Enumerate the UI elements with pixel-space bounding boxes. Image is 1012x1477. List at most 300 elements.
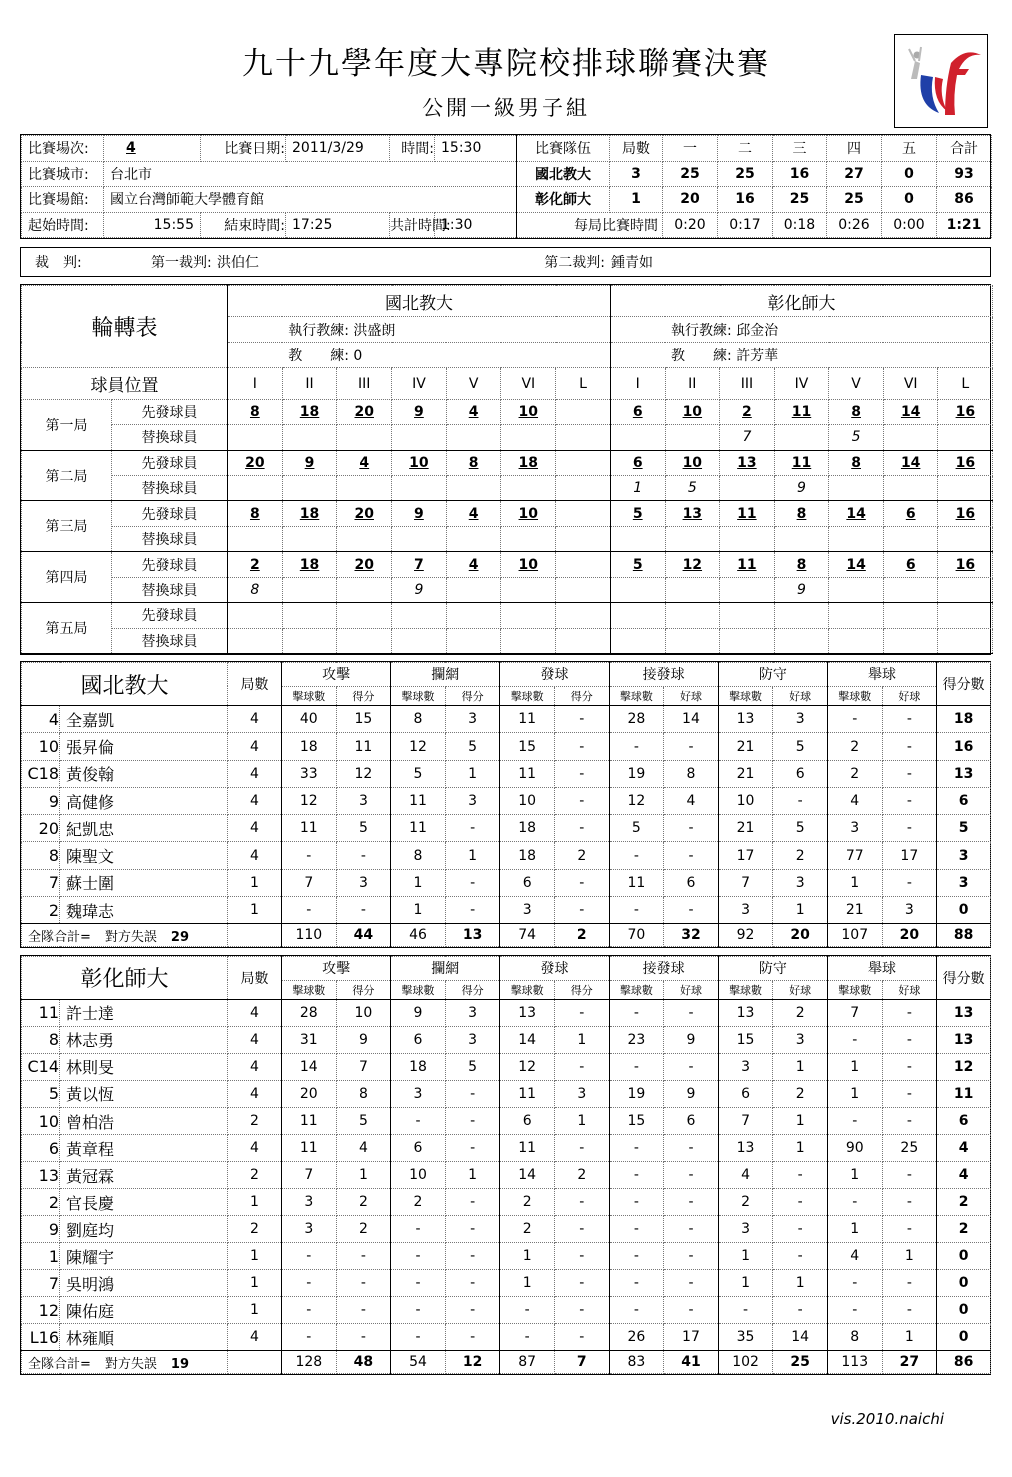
- stats-sub-header: 擊球數: [609, 686, 664, 705]
- rotation-player-number: 14: [829, 552, 884, 577]
- position-header: I: [610, 368, 665, 400]
- rotation-player-number: 8: [228, 577, 283, 602]
- stat-cell: 12: [500, 1053, 555, 1080]
- stat-cell: 1: [827, 1053, 882, 1080]
- stats-sub-header: 擊球數: [718, 980, 773, 999]
- stat-cell: -: [282, 1270, 337, 1297]
- stats-block-b: [20, 955, 991, 1375]
- stat-cell: 0: [937, 1243, 991, 1270]
- score-team-b: 彰化師大: [517, 187, 610, 213]
- stat-cell: 9: [664, 1026, 719, 1053]
- rotation-player-number: 9: [392, 501, 447, 526]
- rotation-player-number: [446, 628, 501, 653]
- player-number: 10: [22, 1108, 60, 1135]
- stat-cell: -: [282, 1243, 337, 1270]
- rotation-player-number: [446, 603, 501, 628]
- start-label: 先發球員: [112, 450, 228, 475]
- stat-cell: 6: [500, 869, 555, 896]
- score-cell: 25: [827, 187, 882, 213]
- stat-cell: -: [336, 1324, 391, 1351]
- opp-error-value: 29: [170, 929, 190, 945]
- stat-cell: 3: [445, 706, 500, 733]
- rotation-player-number: [392, 476, 447, 501]
- stat-cell: -: [554, 706, 609, 733]
- rotation-player-number: [446, 526, 501, 551]
- set-name: 第三局: [22, 501, 112, 552]
- player-name: 張昇倫: [60, 733, 228, 760]
- position-header: L: [938, 368, 993, 400]
- first-referee-label: 第一裁判:: [151, 255, 212, 271]
- stat-cell: -: [773, 1243, 828, 1270]
- player-number: 7: [22, 869, 60, 896]
- rotation-player-number: [556, 425, 611, 450]
- score-cell: 25: [773, 187, 827, 213]
- player-row: [22, 760, 991, 787]
- rotation-player-number: 8: [829, 450, 884, 475]
- rotation-player-number: [938, 425, 993, 450]
- rotation-player-number: [446, 476, 501, 501]
- stat-cell: 1: [773, 1135, 828, 1162]
- stat-cell: 0: [937, 1297, 991, 1324]
- player-row: [22, 1270, 991, 1297]
- rotation-player-number: 5: [610, 552, 665, 577]
- score-cell: 16: [773, 161, 827, 187]
- rotation-player-number: [337, 526, 392, 551]
- rotation-player-number: 18: [282, 552, 337, 577]
- rotation-team-row: [22, 286, 993, 317]
- rotation-player-number: 9: [392, 577, 447, 602]
- stat-cell: 17: [882, 842, 937, 869]
- stat-cell: -: [554, 1324, 609, 1351]
- rotation-player-number: [665, 628, 720, 653]
- stat-cell: 14: [664, 706, 719, 733]
- rotation-player-number: 11: [774, 450, 829, 475]
- rotation-player-number: 6: [610, 399, 665, 424]
- stat-cell: -: [664, 815, 719, 842]
- stat-cell: -: [664, 1270, 719, 1297]
- stat-cell: 28: [609, 706, 664, 733]
- rotation-player-number: [228, 425, 283, 450]
- stat-cell: 11: [282, 815, 337, 842]
- stat-cell: -: [664, 842, 719, 869]
- stat-cell: 20: [282, 1080, 337, 1107]
- stat-cell: 2: [500, 1189, 555, 1216]
- stat-cell: -: [664, 1297, 719, 1324]
- stat-cell: -: [554, 815, 609, 842]
- player-row: [22, 706, 991, 733]
- player-row: [22, 1053, 991, 1080]
- rotation-player-number: 8: [446, 450, 501, 475]
- stats-sub-header: 得分: [445, 686, 500, 705]
- stat-cell: 4: [228, 842, 282, 869]
- rotation-player-number: [228, 628, 283, 653]
- stat-cell: 3: [391, 1080, 446, 1107]
- stat-cell: 2: [773, 842, 828, 869]
- score-cell: 0: [882, 161, 937, 187]
- stat-cell: -: [609, 1189, 664, 1216]
- stat-cell: 1: [445, 842, 500, 869]
- team-total-cell: 32: [664, 924, 719, 947]
- stat-cell: 8: [664, 760, 719, 787]
- total-label-text: 全隊合計=: [28, 929, 91, 945]
- start-label: 先發球員: [112, 501, 228, 526]
- stat-cell: 5: [336, 1108, 391, 1135]
- stat-cell: -: [445, 896, 500, 923]
- stat-cell: 1: [228, 896, 282, 923]
- stat-cell: 21: [718, 815, 773, 842]
- stat-cell: 0: [937, 1270, 991, 1297]
- stat-cell: -: [664, 896, 719, 923]
- player-row: [22, 1162, 991, 1189]
- position-header: L: [556, 368, 611, 400]
- stat-cell: 5: [773, 815, 828, 842]
- rotation-player-number: [610, 425, 665, 450]
- stat-cell: 8: [827, 1324, 882, 1351]
- player-number: L16: [22, 1324, 60, 1351]
- stat-cell: -: [827, 1108, 882, 1135]
- team-total-cell: 2: [554, 924, 609, 947]
- stat-cell: 11: [500, 1080, 555, 1107]
- stat-cell: -: [609, 1135, 664, 1162]
- rotation-player-number: [337, 425, 392, 450]
- stat-cell: -: [609, 842, 664, 869]
- team-total-cell: 54: [391, 1351, 446, 1374]
- rotation-player-number: [228, 526, 283, 551]
- stat-cell: -: [882, 1162, 937, 1189]
- rotation-player-number: [665, 603, 720, 628]
- match-date: 2011/3/29: [286, 136, 390, 162]
- stat-cell: 14: [773, 1324, 828, 1351]
- stat-cell: 4: [228, 1080, 282, 1107]
- score-header-s4: 四: [827, 136, 882, 162]
- stat-cell: -: [773, 787, 828, 814]
- stat-cell: -: [827, 1026, 882, 1053]
- rotation-player-number: 13: [665, 501, 720, 526]
- set-time: 0:00: [882, 212, 937, 238]
- player-name: 黃以恆: [60, 1080, 228, 1107]
- stat-cell: 1: [554, 1026, 609, 1053]
- rotation-player-number: [720, 476, 775, 501]
- second-referee-label: 第二裁判:: [544, 255, 605, 271]
- city-label: 比賽城市:: [22, 161, 104, 187]
- match-info-block: [20, 134, 991, 239]
- footer-credit: vis.2010.naichi: [830, 1410, 944, 1428]
- stat-cell: -: [882, 815, 937, 842]
- stat-cell: -: [336, 1297, 391, 1324]
- sub-label: 替換球員: [112, 425, 228, 450]
- rotation-player-number: [392, 603, 447, 628]
- rotation-player-number: 20: [337, 552, 392, 577]
- rotation-player-number: [829, 628, 884, 653]
- rotation-player-number: [883, 526, 938, 551]
- total-label: 共計時間:: [390, 212, 435, 238]
- rotation-player-number: [774, 425, 829, 450]
- rotation-player-number: [337, 476, 392, 501]
- total-blank: [228, 1351, 282, 1374]
- player-number: C14: [22, 1053, 60, 1080]
- stat-cell: 11: [282, 1108, 337, 1135]
- stat-cell: 6: [773, 760, 828, 787]
- stat-cell: 15: [718, 1026, 773, 1053]
- stat-cell: -: [664, 733, 719, 760]
- rotation-player-number: [938, 476, 993, 501]
- stat-cell: 2: [827, 733, 882, 760]
- stat-cell: 4: [228, 1026, 282, 1053]
- stat-cell: 77: [827, 842, 882, 869]
- stat-cell: 3: [718, 896, 773, 923]
- set-time: 0:17: [718, 212, 773, 238]
- stat-cell: -: [391, 1216, 446, 1243]
- stat-cell: 7: [282, 1162, 337, 1189]
- stat-cell: 26: [609, 1324, 664, 1351]
- score-header-sets: 局數: [610, 136, 663, 162]
- opp-error-value: 19: [170, 1356, 190, 1372]
- rotation-player-number: 4: [446, 552, 501, 577]
- player-number: 8: [22, 1026, 60, 1053]
- stat-cell: -: [609, 1270, 664, 1297]
- rotation-start-row: [22, 450, 993, 475]
- stat-cell: 35: [718, 1324, 773, 1351]
- stat-cell: -: [882, 1108, 937, 1135]
- stat-cell: 21: [718, 733, 773, 760]
- rotation-player-number: [337, 603, 392, 628]
- stat-cell: -: [554, 1243, 609, 1270]
- team-total-cell: 27: [882, 1351, 937, 1374]
- score-cell: 86: [937, 187, 992, 213]
- player-name: 黃俊翰: [60, 760, 228, 787]
- stats-sub-header: 擊球數: [391, 980, 446, 999]
- rotation-player-number: [556, 628, 611, 653]
- rotation-player-number: [665, 577, 720, 602]
- stat-cell: 2: [718, 1189, 773, 1216]
- exec-coach-a: 洪盛朗: [353, 322, 396, 339]
- rotation-player-number: 20: [337, 399, 392, 424]
- stat-cell: -: [391, 1297, 446, 1324]
- stat-cell: -: [391, 1243, 446, 1270]
- score-cell: 25: [663, 161, 718, 187]
- rotation-player-number: [556, 552, 611, 577]
- rotation-player-number: 11: [720, 552, 775, 577]
- rotation-player-number: [938, 577, 993, 602]
- referee-block: [20, 247, 991, 277]
- rotation-player-number: 9: [392, 399, 447, 424]
- opp-error-label: 對方失誤: [104, 929, 157, 945]
- rotation-player-number: 4: [446, 399, 501, 424]
- rotation-player-number: [610, 577, 665, 602]
- stat-cell: 3: [773, 869, 828, 896]
- stats-sub-header: 擊球數: [500, 686, 555, 705]
- rotation-player-number: 11: [720, 501, 775, 526]
- rotation-player-number: [938, 526, 993, 551]
- stat-cell: -: [336, 1243, 391, 1270]
- stat-cell: 28: [282, 999, 337, 1026]
- total-label-text: 全隊合計=: [28, 1356, 91, 1372]
- match-time: 15:30: [435, 136, 517, 162]
- rotation-player-number: [282, 425, 337, 450]
- stat-cell: -: [773, 1297, 828, 1324]
- coach-b: 許芳華: [736, 348, 779, 365]
- stat-cell: 14: [500, 1162, 555, 1189]
- stat-cell: 2: [937, 1189, 991, 1216]
- stat-cell: -: [554, 999, 609, 1026]
- stat-cell: -: [664, 1053, 719, 1080]
- sub-label: 替換球員: [112, 476, 228, 501]
- stat-cell: 4: [228, 733, 282, 760]
- sub-label: 替換球員: [112, 628, 228, 653]
- rotation-player-number: 16: [938, 501, 993, 526]
- match-venue: 國立台灣師範大學體育館: [104, 187, 517, 213]
- player-number: 2: [22, 1189, 60, 1216]
- set-time: 0:26: [827, 212, 882, 238]
- player-number: 13: [22, 1162, 60, 1189]
- score-header-total: 合計: [937, 136, 992, 162]
- stats-sub-header: 好球: [773, 686, 828, 705]
- stat-cell: 7: [718, 869, 773, 896]
- stat-cell: -: [664, 1189, 719, 1216]
- stats-sub-header: 好球: [882, 980, 937, 999]
- stat-cell: -: [554, 1135, 609, 1162]
- stat-cell: 11: [500, 760, 555, 787]
- stat-cell: 1: [882, 1243, 937, 1270]
- player-row: [22, 896, 991, 923]
- stat-cell: -: [664, 1243, 719, 1270]
- team-total-cell: 25: [773, 1351, 828, 1374]
- rotation-player-number: 14: [883, 450, 938, 475]
- rotation-player-number: 8: [774, 501, 829, 526]
- stat-cell: -: [609, 1162, 664, 1189]
- team-total-cell: 92: [718, 924, 773, 947]
- stat-cell: 4: [664, 787, 719, 814]
- player-number: 2: [22, 896, 60, 923]
- team-total-cell: 74: [500, 924, 555, 947]
- start-label: 先發球員: [112, 399, 228, 424]
- team-total-label: [22, 924, 228, 947]
- stat-cell: 2: [773, 1080, 828, 1107]
- stat-cell: 2: [228, 1162, 282, 1189]
- stats-team-name: 彰化師大: [22, 957, 228, 1000]
- stat-cell: 7: [718, 1108, 773, 1135]
- player-row: [22, 1216, 991, 1243]
- rotation-team-a: 國北教大: [228, 286, 611, 317]
- rotation-player-number: [501, 425, 556, 450]
- score-cell: 25: [718, 161, 773, 187]
- rotation-player-number: [720, 628, 775, 653]
- set-name: 第四局: [22, 552, 112, 603]
- rotation-player-number: [610, 526, 665, 551]
- score-team-a: 國北教大: [517, 161, 610, 187]
- player-number: 7: [22, 1270, 60, 1297]
- stats-group-header: 發球: [500, 957, 609, 981]
- stat-cell: 4: [937, 1162, 991, 1189]
- page-title: 九十九學年度大專院校排球聯賽決賽: [242, 46, 770, 82]
- player-number: C18: [22, 760, 60, 787]
- player-name: 許士達: [60, 999, 228, 1026]
- stat-cell: 3: [773, 706, 828, 733]
- position-header: V: [829, 368, 884, 400]
- stat-cell: 4: [937, 1135, 991, 1162]
- stat-cell: 25: [882, 1135, 937, 1162]
- stat-cell: -: [445, 1216, 500, 1243]
- rotation-player-number: [938, 628, 993, 653]
- player-name: 林志勇: [60, 1026, 228, 1053]
- rotation-player-number: 9: [282, 450, 337, 475]
- rotation-start-row: [22, 501, 993, 526]
- rotation-player-number: 14: [883, 399, 938, 424]
- team-total-row: [22, 924, 991, 947]
- stat-cell: 40: [282, 706, 337, 733]
- rotation-player-number: 16: [938, 552, 993, 577]
- stat-cell: 1: [773, 1053, 828, 1080]
- rotation-player-number: [556, 526, 611, 551]
- stat-cell: 13: [937, 760, 991, 787]
- team-total-label: [22, 1351, 228, 1374]
- team-total-row: [22, 1351, 991, 1374]
- team-total-cell: 20: [773, 924, 828, 947]
- rotation-player-number: 10: [392, 450, 447, 475]
- player-number: 1: [22, 1243, 60, 1270]
- stat-cell: -: [282, 1297, 337, 1324]
- stat-cell: 9: [391, 999, 446, 1026]
- stat-cell: 11: [609, 869, 664, 896]
- stat-cell: 5: [336, 815, 391, 842]
- rotation-player-number: [556, 399, 611, 424]
- stat-cell: 1: [827, 1216, 882, 1243]
- rotation-player-number: [556, 603, 611, 628]
- score-header-s2: 二: [718, 136, 773, 162]
- stat-cell: 13: [718, 706, 773, 733]
- player-name: 魏瑋志: [60, 896, 228, 923]
- info-row-1: [22, 136, 992, 162]
- player-name: 吳明鴻: [60, 1270, 228, 1297]
- rotation-title: 輪轉表: [22, 286, 228, 368]
- rotation-sub-row: [22, 628, 993, 653]
- rotation-player-number: [556, 476, 611, 501]
- exec-coach-label: 執行教練:: [288, 322, 349, 339]
- rotation-player-number: [501, 603, 556, 628]
- player-name: 全嘉凱: [60, 706, 228, 733]
- rotation-player-number: [446, 425, 501, 450]
- stat-cell: -: [827, 1297, 882, 1324]
- stat-cell: 1: [718, 1243, 773, 1270]
- first-referee: 洪伯仁: [217, 255, 259, 271]
- player-row: [22, 733, 991, 760]
- score-header-s3: 三: [773, 136, 827, 162]
- stat-cell: 15: [336, 706, 391, 733]
- rotation-player-number: [610, 628, 665, 653]
- rotation-player-number: [556, 577, 611, 602]
- stat-cell: 1: [228, 1297, 282, 1324]
- stat-cell: -: [554, 1216, 609, 1243]
- stat-cell: 18: [282, 733, 337, 760]
- rotation-player-number: [337, 577, 392, 602]
- start-time: 15:55: [104, 212, 201, 238]
- stat-cell: 4: [228, 760, 282, 787]
- score-header-s5: 五: [882, 136, 937, 162]
- rotation-player-number: [883, 603, 938, 628]
- stat-cell: 1: [391, 869, 446, 896]
- stat-cell: -: [882, 1026, 937, 1053]
- player-row: [22, 1243, 991, 1270]
- stats-sub-header: 擊球數: [718, 686, 773, 705]
- rotation-player-number: 2: [720, 399, 775, 424]
- set-name: 第二局: [22, 450, 112, 501]
- stat-cell: 31: [282, 1026, 337, 1053]
- stat-cell: 3: [937, 869, 991, 896]
- stat-cell: -: [773, 1162, 828, 1189]
- rotation-player-number: 18: [282, 399, 337, 424]
- rotation-player-number: [720, 603, 775, 628]
- stat-cell: 23: [609, 1026, 664, 1053]
